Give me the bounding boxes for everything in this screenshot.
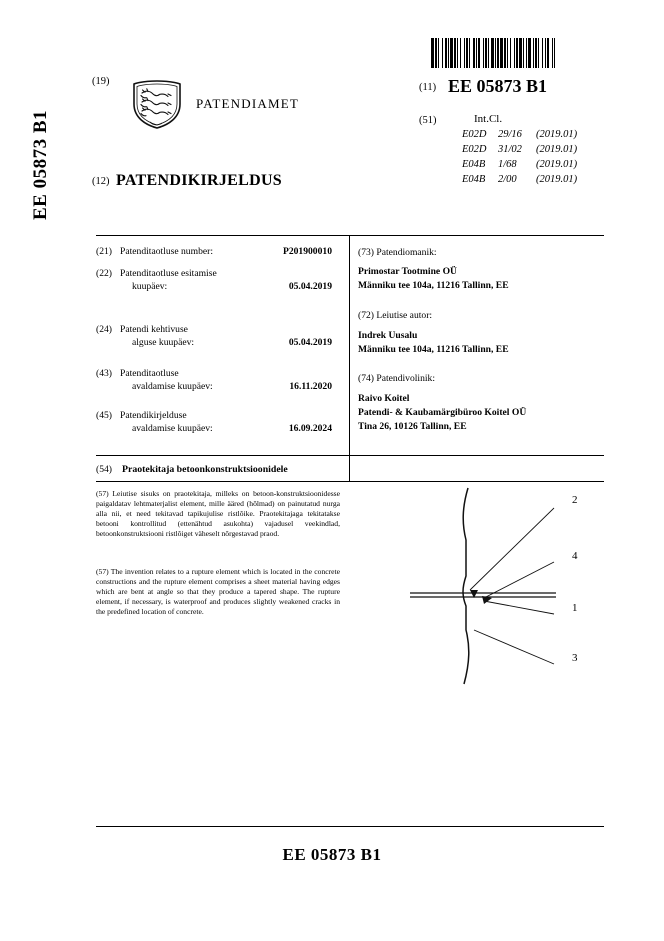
office-name: PATENDIAMET [196,96,300,111]
biblio-label: Patendikirjelduse [120,410,187,421]
intcl-row: E04B 2/00 (2019.01) [462,173,578,185]
abstract-estonian [96,489,340,539]
document-type-title: PATENDIKIRJELDUS [116,172,283,189]
office-header [128,78,358,130]
biblio-label: Patenditaotluse esitamise [120,268,217,279]
biblio-label: Patenditaotluse [120,368,179,379]
biblio-party-line: Männiku tee 104a, 11216 Tallinn, EE [358,343,509,355]
figure-callout-3: 3 [572,652,578,664]
biblio-row [96,246,332,259]
biblio-party-head: (73) Patendiomanik: [358,247,437,258]
document-number: EE 05873 B1 [448,76,548,96]
biblio-party-head: (74) Patendivolinik: [358,373,436,385]
biblio-value: 16.11.2020 [289,380,332,392]
code-51: (51) [419,115,437,126]
intcl-label: Int.Cl. [474,113,503,125]
biblio-party-head: (72) Leiutise autor: [358,310,433,322]
biblio-right-column [358,246,602,450]
intcl-list [462,128,577,188]
biblio-party-body [358,265,602,293]
code-19: (19) [92,76,110,87]
code-11: (11) [419,82,437,93]
biblio-label-value: avaldamise kuupäev: 16.09.2024 [132,422,332,434]
biblio-party-line: Patendi- & Kaubamärgibüroo Koitel OÜ [358,406,527,418]
biblio-code: (21) [96,246,112,257]
biblio-label: Patendi kehtivuse [120,324,188,335]
biblio-value: 16.09.2024 [288,422,332,434]
figure-callout-1: 1 [572,602,578,614]
biblio-value: P201900010 [282,246,332,257]
biblio-label-value: avaldamise kuupäev: 16.11.2020 [132,380,332,392]
figure-drawing [358,480,604,700]
barcode [431,38,629,68]
rule-bottom [96,826,604,827]
biblio-party-line: Indrek Uusalu [358,329,418,341]
biblio-party-line: Primostar Tootmine OÜ [358,266,457,278]
intcl-row: E02D 29/16 (2019.01) [462,129,578,140]
abstract-en-code: (57) [96,567,109,576]
rule-vertical [349,235,350,481]
biblio-row [96,268,332,294]
spine-doc-number-text: EE 05873 B1 [30,109,51,220]
biblio-party-line: Männiku tee 104a, 11216 Tallinn, EE [358,280,509,292]
biblio-code: (24) [96,324,112,335]
rule-mid [96,455,604,456]
code-54: (54) [96,464,112,475]
figure-callout-4: 4 [572,550,578,562]
biblio-row [96,410,332,436]
abstract-et-text: Leiutise sisuks on praotekitaja, milleks on betoon-konstruktsioonidesse paigaldatav lehtmaterjalist element, mille ääred (hõlmad) on painutatud nurga alla nii, et need tekitavad tapikujulise ristlõike. Praotekitajaga tekitatakse betooni kontrollitud (ettenähtud asukohta) vajadusel veekindlad, betoonkonstruktsiooni ristlõiget väheselt nõrgestavad praod. [96,489,340,539]
biblio-label-value: Patenditaotluse number: P201900010 [120,246,332,257]
invention-title: Praotekitaja betoonkonstruktsioonidele [122,464,288,475]
abstract-en-text: The invention relates to a rupture element which is located in the concrete constructions and the rupture element comprises a sheet material having edges which are bent at angle so that they produce a tapered shape. The rupture element, if necessary, is waterproof and produces slightly weakened cracks in the predefined location of concrete. [96,567,340,617]
biblio-code: (43) [96,368,112,379]
biblio-label-value: kuupäev: 05.04.2019 [132,280,332,292]
abstract-et-code: (57) [96,489,109,498]
biblio-left-column [96,246,332,446]
code-12: (12) [92,176,110,187]
intcl-row: E04B 1/68 (2019.01) [462,158,578,170]
figure-svg [358,480,604,700]
biblio-party-body [358,329,602,357]
biblio-party-line: Tina 26, 10126 Tallinn, EE [358,420,467,432]
biblio-row [96,324,332,350]
rule-top [96,235,604,236]
figure-callout-2: 2 [572,494,578,506]
biblio-party-line: Raivo Koitel [358,392,410,404]
biblio-party-body [358,392,602,434]
biblio-value: 05.04.2019 [288,280,332,292]
estonian-coat-of-arms-icon [128,78,186,130]
intcl-row: E02D 31/02 (2019.01) [462,143,578,155]
biblio-value: 05.04.2019 [288,336,332,348]
biblio-code: (45) [96,410,112,421]
spine-doc-number [30,0,52,220]
biblio-code: (22) [96,268,112,279]
footer-doc-number: EE 05873 B1 [282,845,382,864]
biblio-row [96,368,332,394]
biblio-label-value: alguse kuupäev: 05.04.2019 [132,336,332,348]
abstract-english [96,567,340,617]
